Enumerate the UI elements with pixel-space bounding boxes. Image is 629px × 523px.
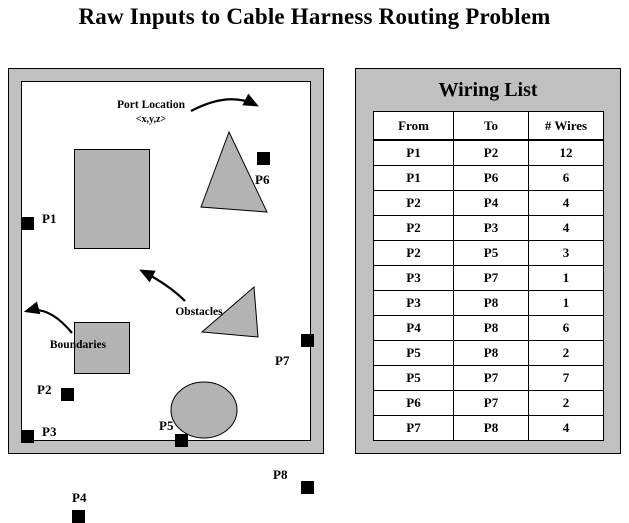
- cell-wires: 4: [529, 416, 604, 441]
- table-body: [374, 140, 604, 441]
- cell-to: P8: [454, 416, 529, 441]
- port-marker-p5[interactable]: [175, 434, 188, 447]
- cell-to: P4: [454, 191, 529, 216]
- cell-to: P8: [454, 291, 529, 316]
- cell-wires: 3: [529, 241, 604, 266]
- cell-from: P2: [374, 216, 454, 241]
- cell-from: P4: [374, 316, 454, 341]
- cell-wires: 7: [529, 366, 604, 391]
- cell-wires: 4: [529, 191, 604, 216]
- cell-wires: 1: [529, 266, 604, 291]
- port-label-p4: P4: [72, 490, 87, 505]
- annotation-port-location-coords: <x,y,z>: [135, 114, 167, 125]
- port-marker-p6[interactable]: [257, 152, 270, 165]
- cell-from: P3: [374, 291, 454, 316]
- cell-from: P1: [374, 140, 454, 166]
- annotation-port-location: Port Location: [116, 99, 186, 111]
- table-row: [374, 391, 604, 416]
- cell-from: P3: [374, 266, 454, 291]
- cell-to: P7: [454, 366, 529, 391]
- cell-wires: 4: [529, 216, 604, 241]
- table-row: [374, 316, 604, 341]
- table-row: [374, 191, 604, 216]
- cell-to: P7: [454, 391, 529, 416]
- cell-to: P8: [454, 316, 529, 341]
- port-marker-p1[interactable]: [21, 217, 34, 230]
- annotation-obstacles: Obstacles: [175, 306, 223, 318]
- cell-from: P5: [374, 366, 454, 391]
- port-marker-p7[interactable]: [301, 334, 314, 347]
- cell-to: P2: [454, 140, 529, 166]
- table-row: [374, 291, 604, 316]
- table-row: [374, 166, 604, 191]
- port-label-p6: P6: [255, 172, 270, 187]
- cell-wires: 2: [529, 391, 604, 416]
- port-label-p5: P5: [159, 418, 174, 433]
- annotation-boundaries: Boundaries: [49, 339, 107, 351]
- table-row: [374, 341, 604, 366]
- wiring-list-title: Wiring List: [438, 79, 538, 101]
- cell-from: P5: [374, 341, 454, 366]
- page-title: Raw Inputs to Cable Harness Routing Problem: [78, 4, 551, 29]
- table-row: [374, 266, 604, 291]
- cell-wires: 12: [529, 140, 604, 166]
- cell-to: P5: [454, 241, 529, 266]
- port-marker-p4[interactable]: [72, 510, 85, 523]
- port-label-p3: P3: [42, 424, 57, 439]
- cell-from: P1: [374, 166, 454, 191]
- table-header-row: [374, 112, 604, 141]
- cell-to: P6: [454, 166, 529, 191]
- cell-wires: 6: [529, 166, 604, 191]
- diagram-canvas: [21, 81, 311, 441]
- cell-wires: 1: [529, 291, 604, 316]
- cell-to: P8: [454, 341, 529, 366]
- port-label-p2: P2: [37, 382, 52, 397]
- port-label-p1: P1: [42, 211, 57, 226]
- port-label-p7: P7: [275, 353, 290, 368]
- cell-to: P7: [454, 266, 529, 291]
- port-label-p8: P8: [273, 467, 288, 482]
- cell-from: P2: [374, 191, 454, 216]
- port-marker-p2[interactable]: [61, 388, 74, 401]
- port-marker-p8[interactable]: [301, 481, 314, 494]
- column-header-wires: # Wires: [529, 112, 604, 141]
- table-row: [374, 140, 604, 166]
- table-row: [374, 366, 604, 391]
- diagram-panel: [8, 68, 324, 505]
- cell-from: P2: [374, 241, 454, 266]
- cell-to: P3: [454, 216, 529, 241]
- table-row: [374, 216, 604, 241]
- cell-from: P6: [374, 391, 454, 416]
- wiring-table-wrapper: [373, 111, 603, 441]
- column-header-from: From: [374, 112, 454, 141]
- cell-wires: 6: [529, 316, 604, 341]
- cell-from: P7: [374, 416, 454, 441]
- wiring-list-panel: [355, 68, 621, 454]
- table-row: [374, 416, 604, 441]
- table-row: [374, 241, 604, 266]
- port-marker-p3[interactable]: [21, 430, 34, 443]
- column-header-to: To: [454, 112, 529, 141]
- wiring-table: [373, 111, 604, 441]
- cell-wires: 2: [529, 341, 604, 366]
